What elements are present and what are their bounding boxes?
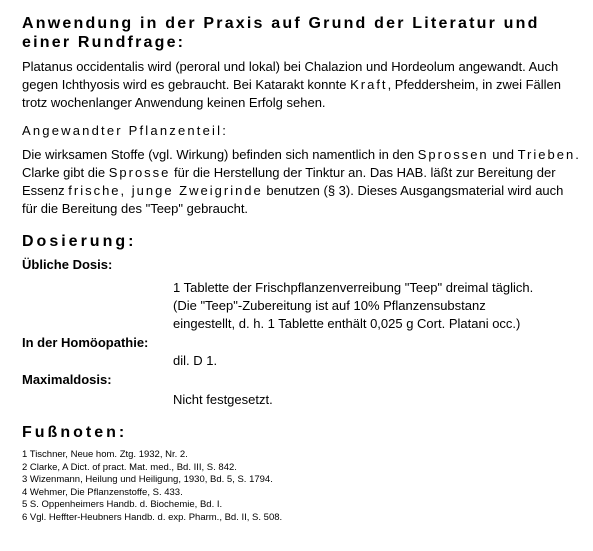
- document-page: [22, 14, 582, 525]
- footnotes-list: [22, 449, 582, 525]
- plant-part-paragraph: [22, 146, 582, 218]
- homeopathy-value: dil. D 1.: [173, 353, 218, 368]
- author-name-kraft: Kraft: [350, 77, 388, 92]
- dosage-heading: Dosierung:: [22, 233, 137, 250]
- intro-paragraph: [22, 58, 582, 112]
- footnote-item: 5 S. Oppenheimers Handb. d. Biochemie, Bd. I.: [22, 499, 223, 511]
- section-title: Anwendung in der Praxis auf Grund der Literatur und einer Rundfrage:: [22, 15, 540, 51]
- footnote-item: 3 Wizenmann, Heilung und Heiligung, 1930, Bd. 5, S. 1794.: [22, 474, 273, 486]
- intro-text: Platanus occidentalis wird (peroral und lokal) bei Chalazion und Hordeolum angewandt. Auch gegen Ichthyosis wird es gebraucht. Bei Katarakt konnte: [22, 59, 559, 92]
- plant-part-text-5: benutzen (§ 3). Dieses Ausgangsmaterial wird auch für die Bereitung des "Teep" gebraucht.: [22, 183, 564, 216]
- max-dose-value: Nicht festgesetzt.: [173, 392, 273, 407]
- term-zweigrinde: frische, junge Zweigrinde: [68, 183, 263, 198]
- plant-part-text-4: für die Herstellung der Tinktur an. Das HAB. läßt zur Bereitung der Essenz: [22, 165, 556, 198]
- max-dose-label: Maximaldosis:: [22, 372, 112, 387]
- footnote-item: 2 Clarke, A Dict. of pract. Mat. med., Bd. III, S. 842.: [22, 461, 237, 473]
- plant-part-heading: Angewandter Pflanzenteil:: [22, 123, 229, 138]
- usual-dose-line-2: (Die "Teep"-Zubereitung ist auf 10% Pflanzensubstanz: [173, 298, 486, 313]
- footnote-item: 4 Wehmer, Die Pflanzenstoffe, S. 433.: [22, 486, 183, 498]
- plant-part-text-2: und: [488, 147, 518, 162]
- term-sprossen: Sprossen: [417, 147, 489, 162]
- usual-dose-line-1: 1 Tablette der Frischpflanzenverreibung "Teep" dreimal täglich.: [173, 280, 534, 295]
- footnote-item: 6 Vgl. Heffter-Heubners Handb. d. exp. Pharm., Bd. II, S. 508.: [22, 511, 283, 523]
- plant-part-text-3: . Clarke gibt die: [22, 147, 579, 180]
- usual-dose-label: Übliche Dosis:: [22, 257, 113, 272]
- intro-text-end: , Pfeddersheim, in zwei Fällen trotz wochenlanger Anwendung keinen Erfolg sehen.: [22, 77, 561, 110]
- plant-part-text-1: Die wirksamen Stoffe (vgl. Wirkung) befinden sich namentlich in den: [22, 147, 418, 162]
- footnotes-heading: Fußnoten:: [22, 424, 128, 441]
- term-trieben: Trieben: [517, 147, 576, 162]
- footnote-item: 1 Tischner, Neue hom. Ztg. 1932, Nr. 2.: [22, 449, 188, 460]
- homeopathy-label: In der Homöopathie:: [22, 335, 149, 350]
- term-sprosse: Sprosse: [108, 165, 171, 180]
- usual-dose-line-3: eingestellt, d. h. 1 Tablette enthält 0,025 g Cort. Platani occ.): [173, 316, 521, 331]
